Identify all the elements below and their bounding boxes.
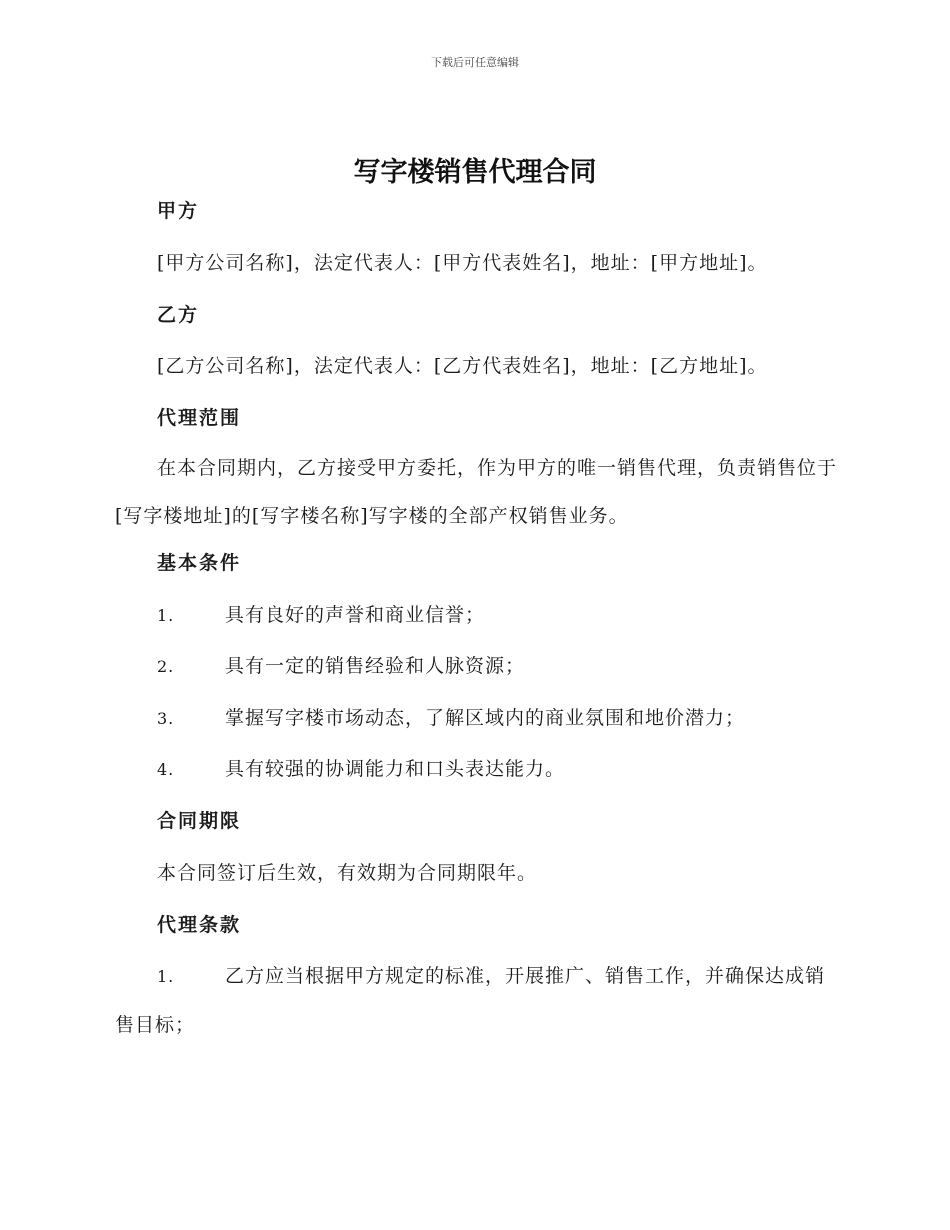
list-text: 具有较强的协调能力和口头表达能力。 (225, 758, 566, 780)
list-number: 1. (157, 606, 175, 625)
party-b-heading: 乙方 (157, 304, 200, 326)
document-title: 写字楼销售代理合同 (353, 157, 597, 188)
list-number: 4. (157, 760, 175, 779)
list-number: 2. (157, 657, 175, 676)
term-heading: 合同期限 (157, 810, 242, 832)
scope-text: 在本合同期内，乙方接受甲方委托，作为甲方的唯一销售代理，负责销售位于[写字楼地址]的[写字楼名称]写字楼的全部产权销售业务。 (115, 457, 838, 527)
list-text: 具有良好的声誉和商业信誉； (225, 604, 486, 626)
party-b-text: [乙方公司名称]，法定代表人：[乙方代表姓名]，地址：[乙方地址]。 (157, 355, 768, 377)
list-item (157, 754, 565, 785)
list-item (157, 600, 485, 631)
list-number: 1. (157, 967, 175, 986)
list-item (115, 952, 840, 1049)
term-text: 本合同签订后生效，有效期为合同期限年。 (157, 862, 538, 884)
list-number: 3. (157, 709, 175, 728)
clauses-heading: 代理条款 (157, 914, 242, 936)
conditions-heading: 基本条件 (157, 552, 242, 574)
scope-heading: 代理范围 (157, 407, 242, 429)
list-text: 掌握写字楼市场动态，了解区域内的商业氛围和地价潜力； (225, 707, 746, 729)
header-note: 下载后可任意编辑 (431, 56, 519, 69)
list-item (157, 651, 525, 682)
list-text: 乙方应当根据甲方规定的标准，开展推广、销售工作，并确保达成销售目标； (115, 965, 826, 1036)
party-a-heading: 甲方 (157, 200, 200, 222)
list-item (157, 703, 745, 734)
list-text: 具有一定的销售经验和人脉资源； (225, 655, 526, 677)
party-a-text: [甲方公司名称]，法定代表人：[甲方代表姓名]，地址：[甲方地址]。 (157, 252, 768, 274)
